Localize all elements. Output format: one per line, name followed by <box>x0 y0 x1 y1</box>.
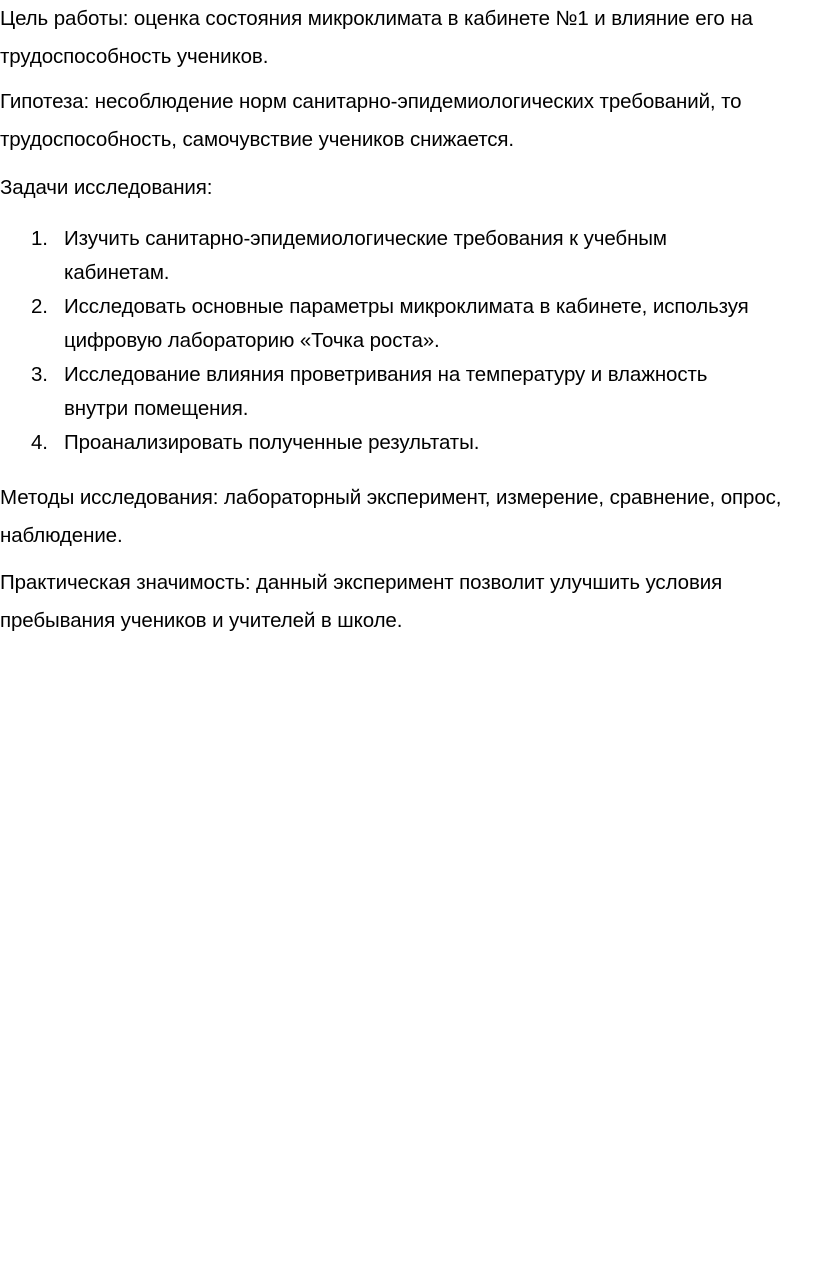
task-item <box>0 222 812 290</box>
tasks-heading: Задачи исследования: <box>0 176 213 199</box>
task-item <box>0 358 812 426</box>
research-tasks-list <box>0 222 812 460</box>
task-number: 3. <box>31 363 48 386</box>
task-number: 2. <box>31 295 48 318</box>
research-methods: Методы исследования: лабораторный эксперимент, измерение, сравнение, опрос, наблюдение. <box>0 486 782 547</box>
task-text: Проанализировать полученные результаты. <box>64 431 480 454</box>
task-item <box>0 426 812 460</box>
task-number: 1. <box>31 227 48 250</box>
research-goal: Цель работы: оценка состояния микроклимата в кабинете №1 и влияние его на трудоспособность учеников. <box>0 7 753 68</box>
research-hypothesis: Гипотеза: несоблюдение норм санитарно-эпидемиологических требований, то трудоспособность, самочувствие учеников снижается. <box>0 90 742 151</box>
task-text: Исследование влияния проветривания на температуру и влажность внутри помещения. <box>64 363 708 420</box>
task-text: Изучить санитарно-эпидемиологические требования к учебным кабинетам. <box>64 227 667 284</box>
task-number: 4. <box>31 431 48 454</box>
task-text: Исследовать основные параметры микроклимата в кабинете, используя цифровую лабораторию «Точка роста». <box>64 295 749 352</box>
practical-significance: Практическая значимость: данный эксперимент позволит улучшить условия пребывания учеников и учителей в школе. <box>0 571 723 632</box>
task-item <box>0 290 812 358</box>
